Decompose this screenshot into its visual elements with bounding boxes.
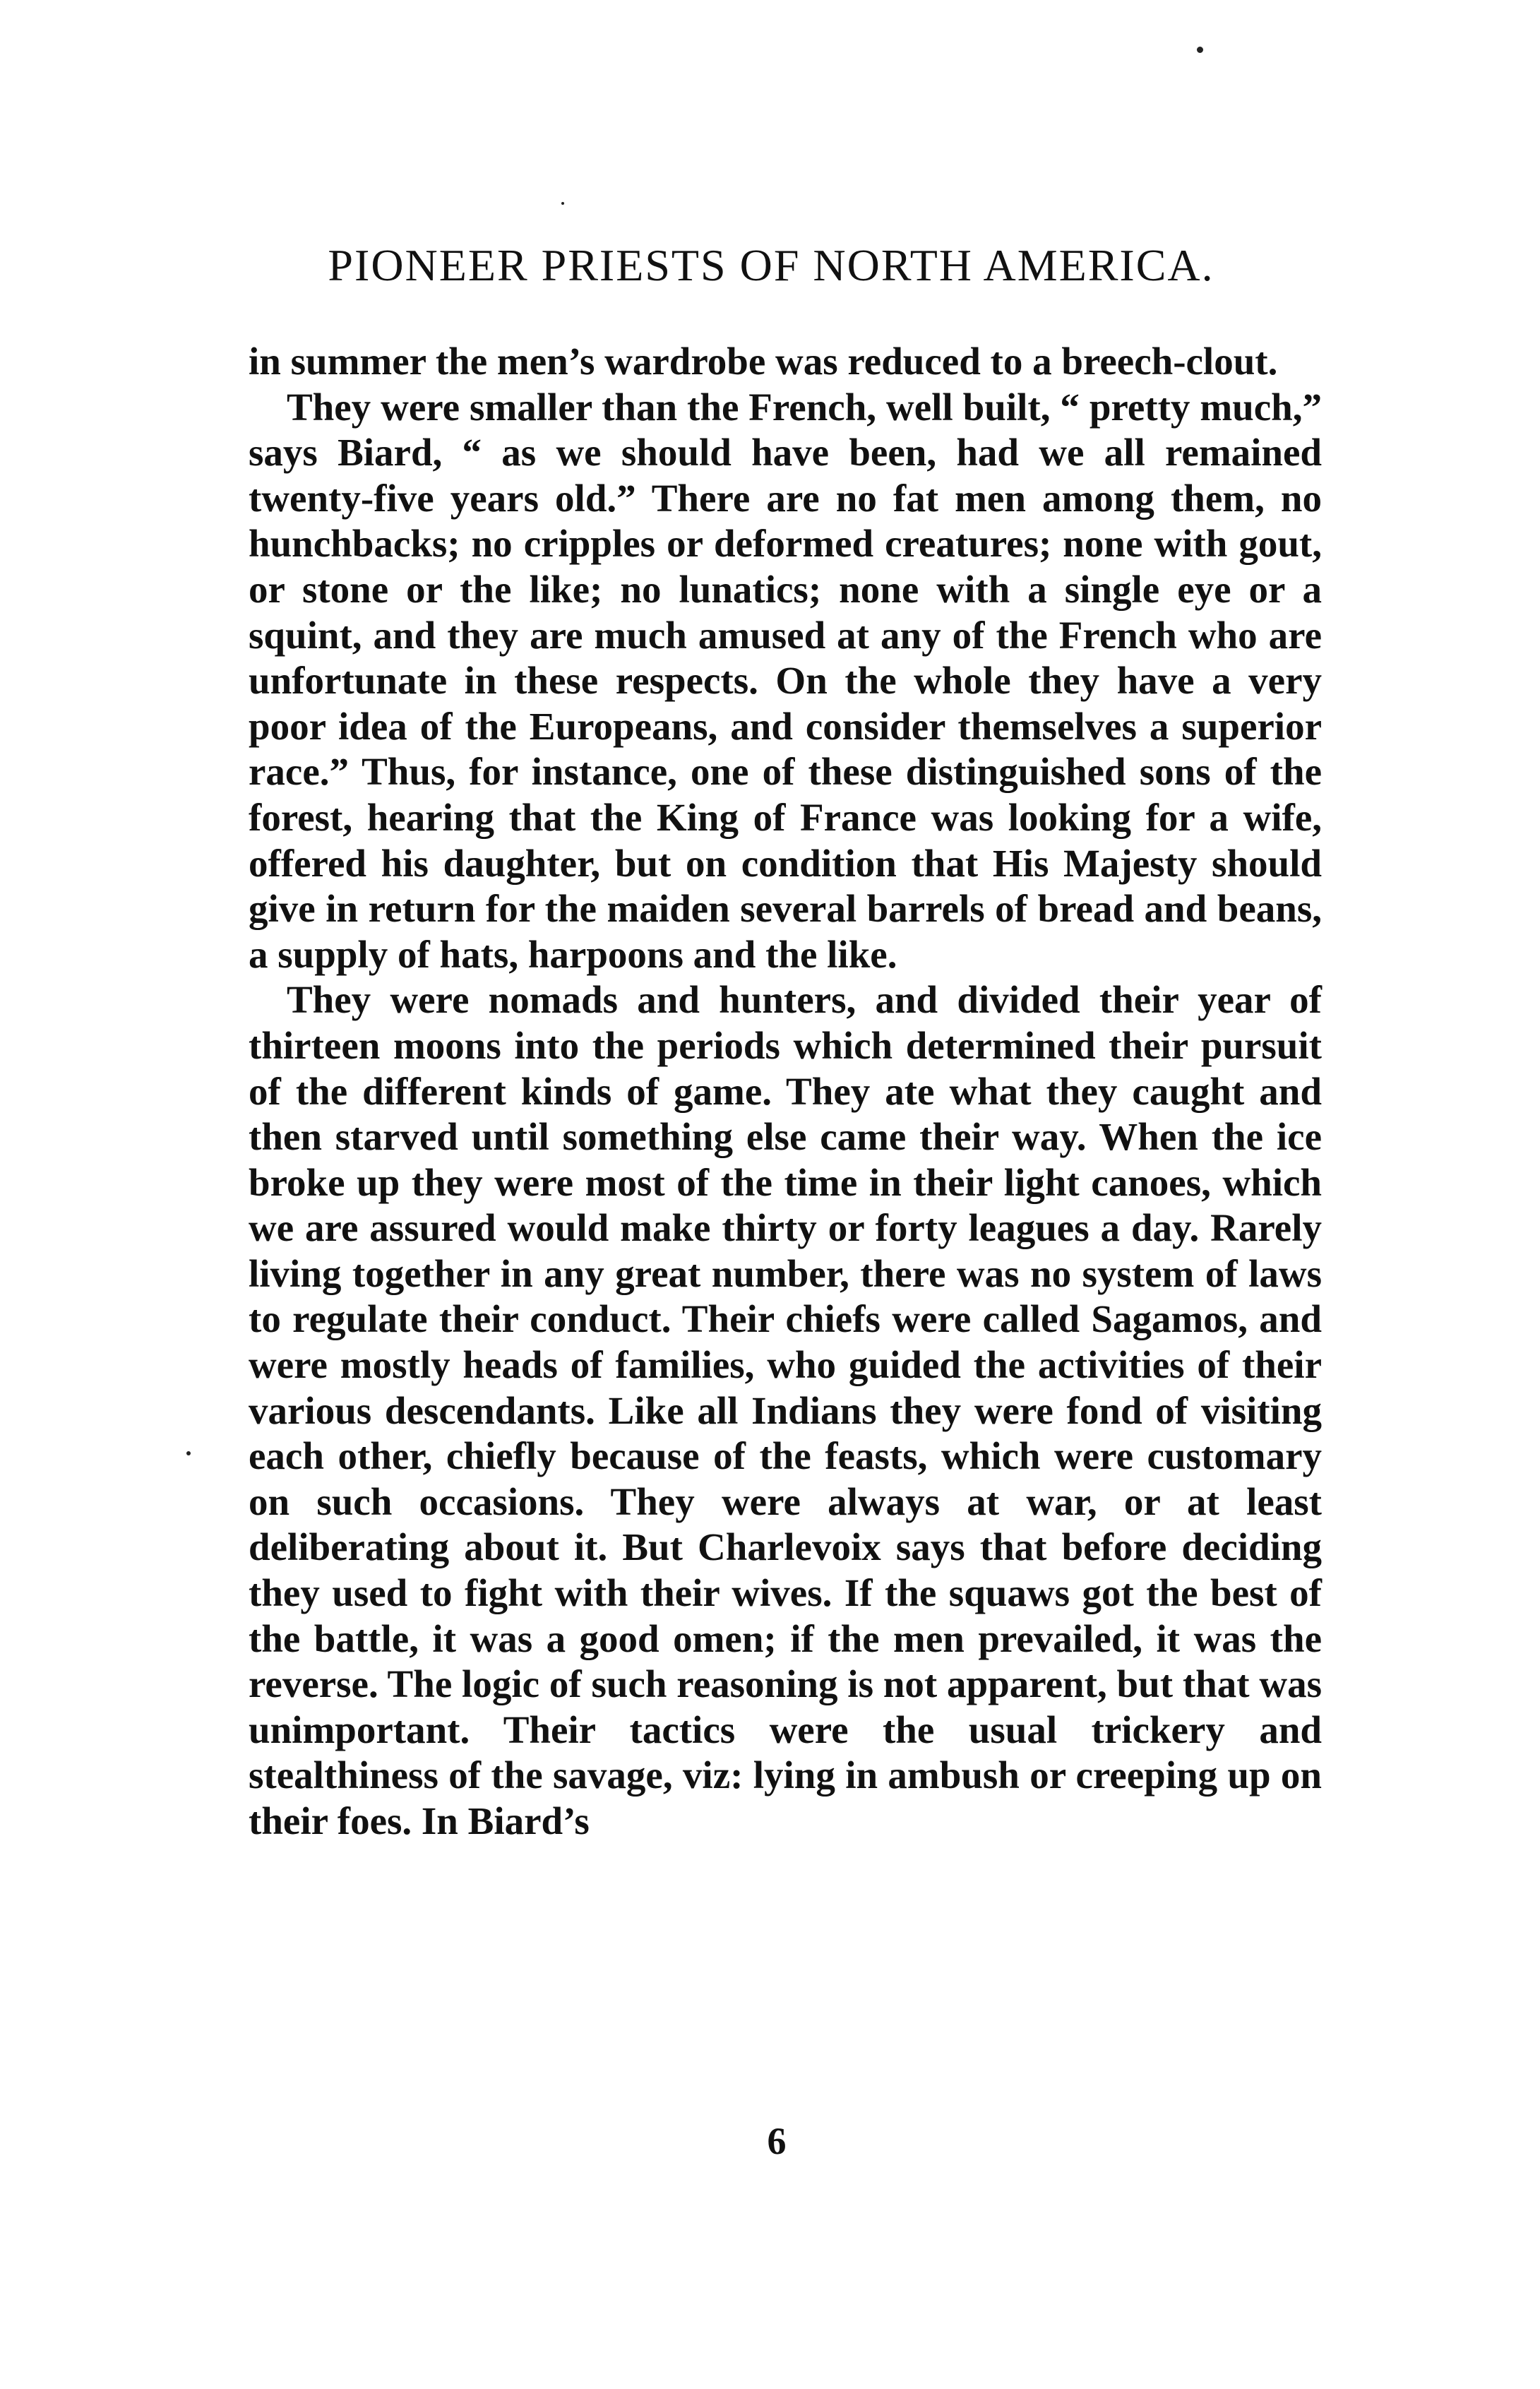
body-text [249,339,1322,1845]
print-speck [561,202,564,205]
paragraph: They were smaller than the French, well built, “ pretty much,” says Biard, “ as we should have been, had we all remained twenty-five years old.” There are no fat men among them, no hunchbacks; no cripples or deformed creatures; none with gout, or stone or the like; no lunatics; none with a single eye or a squint, and they are much amused at any of the French who are unfortunate in these respects. On the whole they have a very poor idea of the Europeans, and consider themselves a superior race.” Thus, for instance, one of these distinguished sons of the forest, hearing that the King of France was looking for a wife, offered his daughter, but on condition that His Majesty should give in return for the maiden several barrels of bread and beans, a supply of hats, harpoons and the like. [249,385,1322,976]
print-speck [1197,47,1203,53]
page-number: 6 [767,2120,787,2162]
print-speck [186,1451,191,1455]
paragraph: in summer the men’s wardrobe was reduced to a breech-clout. [249,340,1278,383]
paragraph: They were nomads and hunters, and divided their year of thirteen moons into the periods which determined their pursuit of the different kinds of game. They ate what they caught and then starved until something else came their way. When the ice broke up they were most of the time in their light canoes, which we are assured would make thirty or forty leagues a day. Rarely living together in any great number, there was no system of laws to regulate their conduct. Their chiefs were called Sagamos, and were mostly heads of families, who guided the activities of their various descendants. Like all Indians they were fond of visiting each other, chiefly because of the feasts, which were customary on such occasions. They were always at war, or at least deliberating about it. But Charlevoix says that before deciding they used to fight with their wives. If the squaws got the best of the battle, it was a good omen; if the men prevailed, it was the reverse. The logic of such reasoning is not apparent, but that was unimportant. Their tactics were the usual trickery and stealthiness of the savage, viz: lying in ambush or creeping up on their foes. In Biard’s [249,978,1322,1842]
running-head: PIONEER PRIESTS OF NORTH AMERICA. [328,240,1214,290]
